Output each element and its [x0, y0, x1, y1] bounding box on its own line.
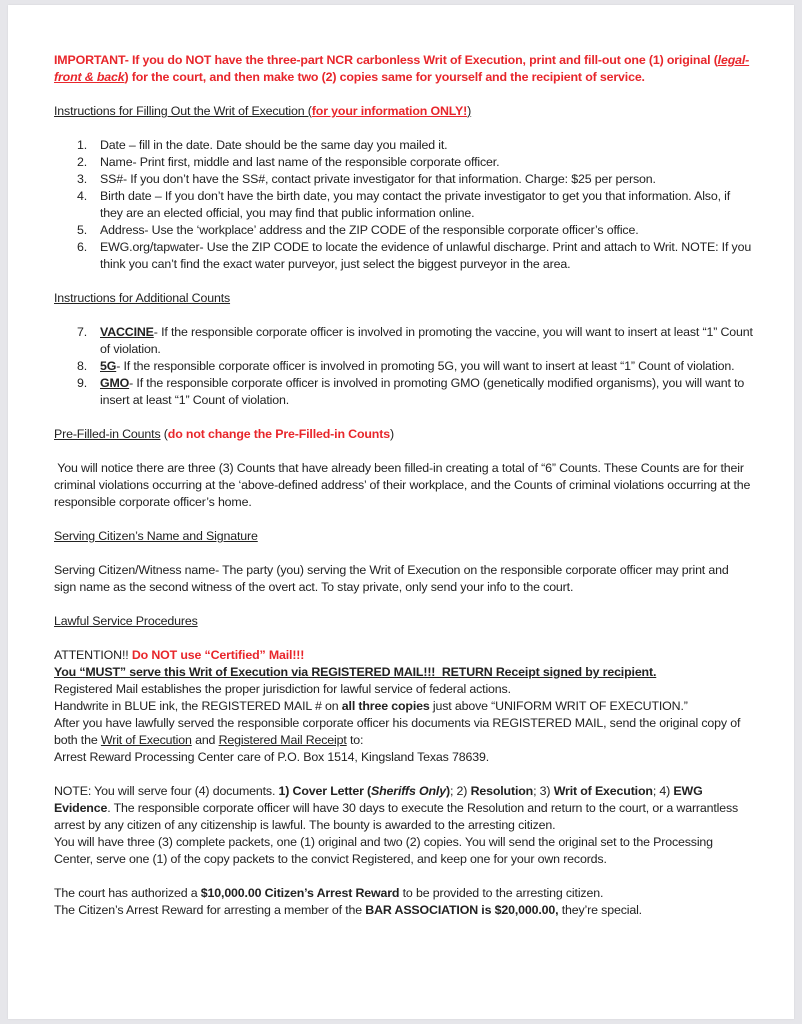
- text: just above “UNIFORM WRIT OF EXECUTION.”: [429, 699, 688, 713]
- all-three-copies: all three copies: [341, 699, 430, 713]
- document-content: [54, 52, 754, 919]
- sheriffs-only: Sheriffs Only: [371, 784, 446, 798]
- text: After you have lawfully served the responsible corporate officer his documents via REGISTERED MAIL, send the original copy of both the: [54, 716, 741, 747]
- doc-resolution: Resolution: [470, 784, 534, 798]
- item-text: EWG.org/tapwater- Use the ZIP CODE to locate the evidence of unlawful discharge. Print and attach to Writ. NOTE: If you think you can’t find the exact water purveyor, just select the biggest purveyor in the area.: [100, 240, 752, 271]
- important-text: IMPORTANT- If you do NOT have the three-part NCR carbonless Writ of Execution, print and fill-out one (1) original: [54, 53, 711, 67]
- text: Handwrite in BLUE ink, the REGISTERED MAIL # on: [54, 699, 342, 713]
- registered-mail-line: Registered Mail establishes the proper jurisdiction for lawful service of federal actions.: [54, 682, 511, 696]
- document-page: [8, 5, 794, 1019]
- reward-line-2: [54, 902, 754, 919]
- bar-reward-amount: BAR ASSOCIATION is $20,000.00,: [365, 903, 559, 917]
- item-text: Address- Use the ‘workplace’ address and the ZIP CODE of the responsible corporate officer’s office.: [100, 223, 639, 237]
- item-text: - If the responsible corporate officer is involved in promoting 5G, you will want to insert at least “1” Count of violation.: [116, 359, 735, 373]
- additional-counts-list: [54, 324, 754, 409]
- text: to:: [346, 733, 364, 747]
- processing-center-address: Arrest Reward Processing Center care of P.O. Box 1514, Kingsland Texas 78639.: [54, 750, 489, 764]
- after-service-line: [54, 715, 754, 749]
- important-text-suffix: ) for the court, and then make two (2) copies same for yourself and the recipient of service.: [124, 70, 645, 84]
- list-item: [54, 171, 754, 188]
- must-registered-mail-line: You “MUST” serve this Writ of Execution via REGISTERED MAIL!!! RETURN Receipt signed by recipient.: [54, 665, 657, 679]
- paren: (: [304, 104, 312, 118]
- item-number: 2.: [77, 155, 88, 169]
- important-notice: [54, 52, 754, 86]
- item-number: 7.: [77, 325, 88, 339]
- section-heading-pre-filled: [54, 426, 754, 443]
- section-heading-serving-citizen: Serving Citizen’s Name and Signature: [54, 529, 258, 543]
- item-text: Birth date – If you don’t have the birth date, you may contact the private investigator to get you that information. Also, if they are an elected official, you may find that public information online.: [100, 189, 731, 220]
- item-text: Date – fill in the date. Date should be the same day you mailed it.: [100, 138, 448, 152]
- text: The court has authorized a: [54, 886, 201, 900]
- list-item: [54, 222, 754, 239]
- item-text: - If the responsible corporate officer is involved in promoting the vaccine, you will want to insert at least “1” Count of violation.: [100, 325, 753, 356]
- list-item: [54, 324, 754, 358]
- text: ; 4): [652, 784, 674, 798]
- serving-citizen-paragraph: Serving Citizen/Witness name- The party (you) serving the Writ of Execution on the responsible corporate officer may print and sign name as the second witness of the overt act. To stay private, only send your info to the court.: [54, 563, 729, 594]
- attention-label: ATTENTION!!: [54, 648, 132, 662]
- item-label-vaccine: VACCINE: [100, 325, 154, 339]
- text: NOTE: You will serve four (4) documents.: [54, 784, 279, 798]
- item-number: 9.: [77, 376, 88, 390]
- text: to be provided to the arresting citizen.: [399, 886, 604, 900]
- paren: ): [389, 427, 394, 441]
- text: The Citizen’s Arrest Reward for arresting a member of the: [54, 903, 366, 917]
- item-label-5g: 5G: [100, 359, 117, 373]
- section-heading-lawful-service: Lawful Service Procedures: [54, 614, 198, 628]
- paren: (: [713, 53, 718, 67]
- instructions-list: [54, 137, 754, 273]
- list-item: [54, 358, 754, 375]
- item-text: - If the responsible corporate officer is involved in promoting GMO (genetically modified organisms), you will want to insert at least “1” Count of violation.: [100, 376, 745, 407]
- text: ; 2): [449, 784, 471, 798]
- paren: ): [467, 104, 472, 118]
- pre-filled-paragraph: You will notice there are three (3) Counts that have already been filled-in creating a total of “6” Counts. These Counts are for their criminal violations occurring at the ‘above-defined address’ of their workplace, and the Counts of criminal violations occurring at the responsible corporate officer’s home.: [54, 461, 754, 509]
- item-text: SS#- If you don’t have the SS#, contact private investigator for that information. Charge: $25 per person.: [100, 172, 656, 186]
- item-number: 5.: [77, 223, 88, 237]
- text: they’re special.: [558, 903, 642, 917]
- packets-paragraph: You will have three (3) complete packets, one (1) original and two (2) copies. You will send the original set to the Processing Center, serve one (1) of the copy packets to the convict Registered, and keep one for your own records.: [54, 835, 713, 866]
- paren: (: [160, 427, 168, 441]
- item-number: 1.: [77, 138, 88, 152]
- list-item: [54, 375, 754, 409]
- certified-mail-warning: Do NOT use “Certified” Mail!!!: [131, 648, 305, 662]
- item-label-gmo: GMO: [100, 376, 130, 390]
- handwrite-line: [54, 698, 754, 715]
- doc-cover-letter: 1) Cover Letter (: [278, 784, 372, 798]
- heading-text: Pre-Filled-in Counts: [54, 427, 161, 441]
- item-number: 6.: [77, 240, 88, 254]
- writ-of-execution-ref: Writ of Execution: [100, 733, 192, 747]
- item-number: 8.: [77, 359, 88, 373]
- doc-ewg-evidence: EWG Evidence: [54, 784, 703, 815]
- reward-line-1: [54, 885, 754, 902]
- list-item: [54, 154, 754, 171]
- heading-note: for your information ONLY!: [311, 104, 468, 118]
- list-item: [54, 188, 754, 222]
- item-text: Name- Print first, middle and last name of the responsible corporate officer.: [100, 155, 500, 169]
- note-paragraph: [54, 783, 754, 834]
- list-item: [54, 239, 754, 273]
- doc-writ-of-execution: Writ of Execution: [553, 784, 653, 798]
- registered-mail-receipt-ref: Registered Mail Receipt: [218, 733, 347, 747]
- section-heading-additional-counts: Instructions for Additional Counts: [54, 291, 231, 305]
- reward-amount: $10,000.00 Citizen’s Arrest Reward: [200, 886, 400, 900]
- text: and: [191, 733, 219, 747]
- section-heading-filling-out: [54, 103, 754, 120]
- list-item: [54, 137, 754, 154]
- item-number: 3.: [77, 172, 88, 186]
- text: ; 3): [533, 784, 554, 798]
- paren: ): [445, 784, 450, 798]
- attention-line: [54, 647, 754, 664]
- text: . The responsible corporate officer will have 30 days to execute the Resolution and return to the court, or a warrantless arrest by any citizen of any citizenship is lawful. The bounty is awarded to the arresting citizen.: [54, 801, 739, 832]
- legal-front-back-note: legal-front & back: [54, 53, 750, 84]
- heading-text: Instructions for Filling Out the Writ of Execution: [54, 104, 305, 118]
- heading-note: do not change the Pre-Filled-in Counts: [167, 427, 390, 441]
- item-number: 4.: [77, 189, 88, 203]
